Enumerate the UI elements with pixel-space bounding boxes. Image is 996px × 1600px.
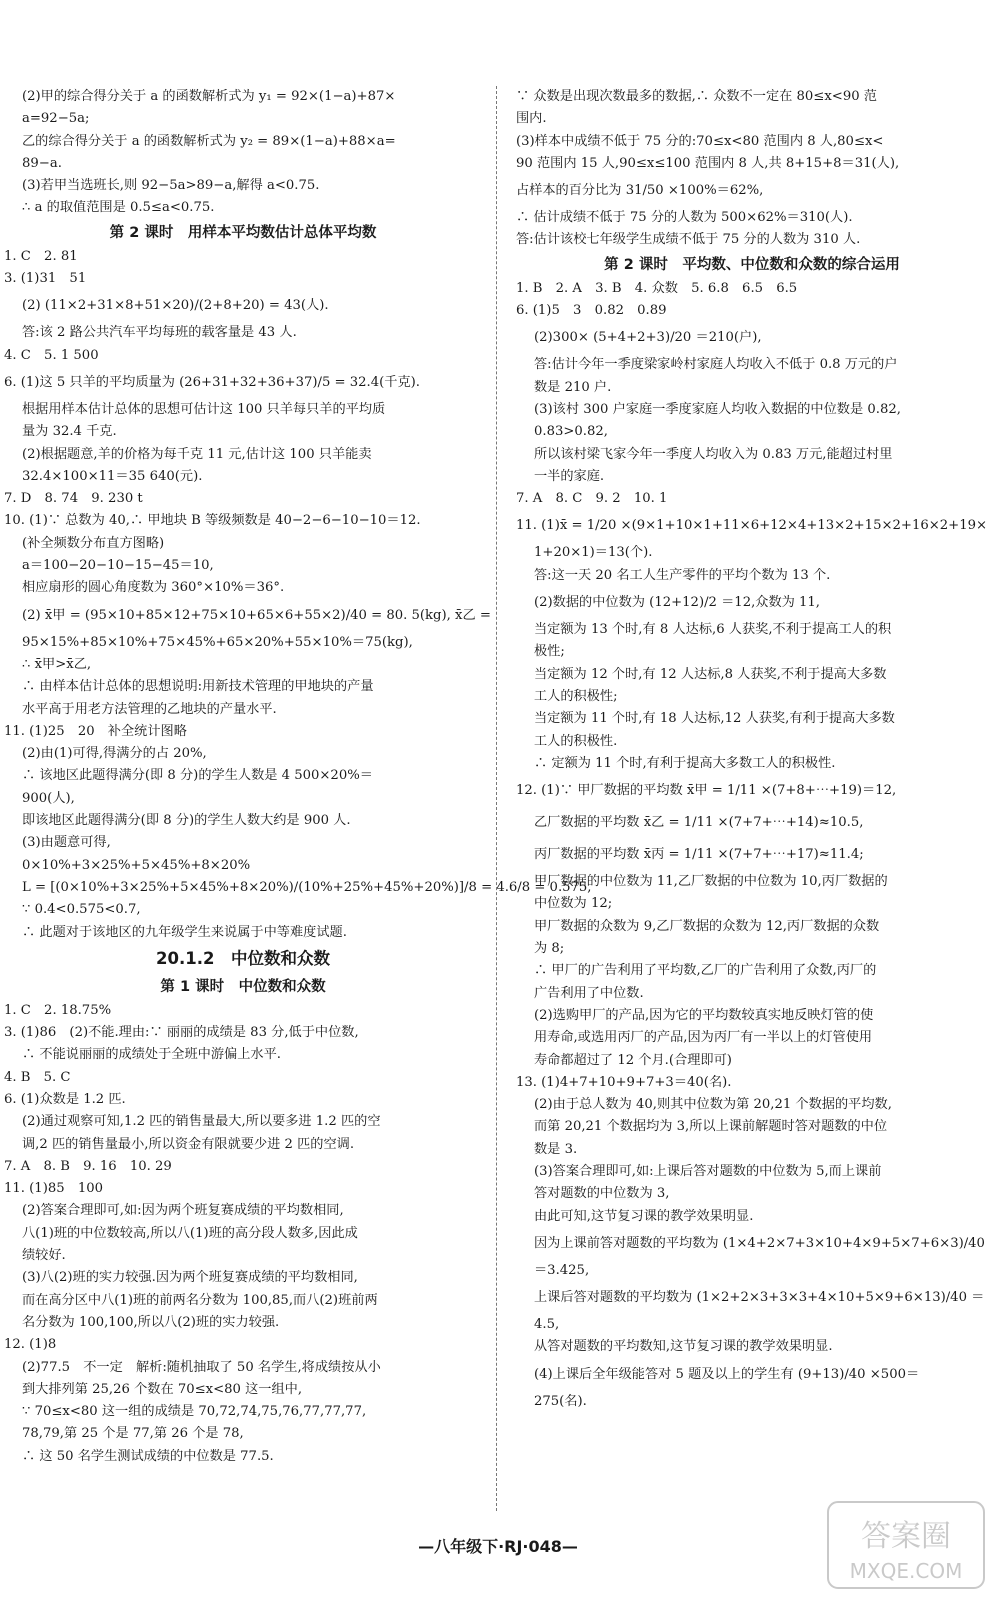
answer-line: (3)该村 300 户家庭一季度家庭人均收入数据的中位数是 0.82,	[534, 401, 901, 417]
answer-line: 一半的家庭.	[534, 468, 605, 484]
answer-line: 3. (1)31 51	[4, 271, 87, 287]
answer-line: 水平高于用老方法管理的乙地块的产量水平.	[22, 701, 277, 717]
answer-line: (3)由题意可得,	[22, 835, 111, 851]
answer-line: (2)选购甲厂的产品,因为它的平均数较真实地反映灯管的使	[534, 1007, 874, 1023]
answer-line: 13. (1)4+7+10+9+7+3＝40(名).	[516, 1074, 732, 1090]
answer-line: ∴ 此题对于该地区的九年级学生来说属于中等难度试题.	[22, 924, 347, 940]
answer-line: (3)样本中成绩不低于 75 分的:70≤x<80 范围内 8 人,80≤x<	[516, 133, 884, 149]
answer-line: (2)300× (5+4+2+3)/20 ＝210(户),	[534, 330, 762, 346]
answer-line: 6. (1)这 5 只羊的平均质量为 (26+31+32+36+37)/5 = 32.4(千克).	[4, 374, 420, 390]
answer-line: 答对题数的中位数为 3,	[534, 1186, 670, 1202]
answer-line: 当定额为 13 个时,有 8 人达标,6 人获奖,不利于提高工人的积	[534, 622, 892, 638]
answer-line: 答:这一天 20 名工人生产零件的平均个数为 13 个.	[534, 567, 831, 583]
answer-line: 答:估计该校七年级学生成绩不低于 75 分的人数为 310 人.	[516, 232, 861, 248]
answer-line: 量为 32.4 千克.	[22, 424, 117, 440]
answer-line: a＝100−20−10−15−45＝10,	[22, 558, 214, 574]
answer-line: 为 8;	[534, 941, 565, 957]
answer-line: 6. (1)5 3 0.82 0.89	[516, 303, 667, 319]
answer-line: 1. B 2. A 3. B 4. 众数 5. 6.8 6.5 6.5	[516, 280, 798, 296]
watermark-top-text: 答案圈	[861, 1519, 951, 1554]
answer-line: L = [(0×10%+3×25%+5×45%+8×20%)/(10%+25%+45%+20%)]/8 = 4.6/8 = 0.575,	[22, 879, 592, 895]
answer-line: 0.83>0.82,	[534, 424, 608, 440]
answer-line: 7. A 8. B 9. 16 10. 29	[4, 1158, 172, 1174]
answer-line: 名分数为 100,100,所以八(2)班的实力较强.	[22, 1314, 280, 1330]
answer-line: 32.4×100×11＝35 640(元).	[22, 468, 203, 484]
answer-line: 4.5,	[534, 1317, 560, 1333]
answer-line: (2)由于总人数为 40,则其中位数为第 20,21 个数据的平均数,	[534, 1097, 892, 1113]
answer-line: 12. (1)8	[4, 1337, 57, 1353]
answer-line: (2)77.5 不一定 解析:随机抽取了 50 名学生,将成绩按从小	[22, 1359, 381, 1375]
answer-line: 1. C 2. 81	[4, 248, 78, 264]
answer-line: 11. (1)25 20 补全统计图略	[4, 723, 187, 739]
answer-line: 乙的综合得分关于 a 的函数解析式为 y₂ = 89×(1−a)+88×a=	[22, 133, 396, 149]
answer-line: 甲厂数据的中位数为 11,乙厂数据的中位数为 10,丙厂数据的	[534, 874, 888, 890]
section-heading: 第 1 课时 中位数和众数	[160, 978, 326, 995]
answer-line: ∴ 估计成绩不低于 75 分的人数为 500×62%＝310(人).	[516, 210, 853, 226]
answer-line: 数是 210 户.	[534, 379, 612, 395]
watermark-icon	[826, 1500, 986, 1590]
answer-line: 900(人),	[22, 790, 75, 806]
answer-line: 工人的积极性;	[534, 688, 618, 704]
page-footer: —八年级下·RJ·048—	[418, 1537, 578, 1556]
answer-line: ∴ 该地区此题得满分(即 8 分)的学生人数是 4 500×20%＝	[22, 768, 373, 784]
answer-line: 275(名).	[534, 1393, 587, 1409]
answer-line: ∴ a 的取值范围是 0.5≤a<0.75.	[22, 200, 215, 216]
answer-line: 绩较好.	[22, 1248, 66, 1264]
answer-line: (3)若甲当选班长,则 92−5a>89−a,解得 a<0.75.	[22, 178, 320, 194]
answer-line: 90 范围内 15 人,90≤x≤100 范围内 8 人,共 8+15+8＝31(人),	[516, 155, 900, 171]
answer-line: 数是 3.	[534, 1141, 578, 1157]
answer-line: 7. A 8. C 9. 2 10. 1	[516, 491, 668, 507]
answer-line: (2) x̄甲 = (95×10+85×12+75×10+65×6+55×2)/40 = 80. 5(kg), x̄乙 =	[22, 607, 491, 623]
answer-line: 12. (1)∵ 甲厂数据的平均数 x̄甲 = 1/11 ×(7+8+⋯+19)＝12,	[516, 783, 897, 799]
answer-line: ∴ x̄甲>x̄乙,	[22, 656, 92, 672]
answer-line: 八(1)班的中位数较高,所以八(1)班的高分段人数多,因此成	[22, 1225, 358, 1241]
answer-line: (2)甲的综合得分关于 a 的函数解析式为 y₁ = 92×(1−a)+87×	[22, 89, 396, 104]
answer-line: 10. (1)∵ 总数为 40,∴ 甲地块 B 等级频数是 40−2−6−10−10＝12.	[4, 513, 421, 529]
answer-line: 7. D 8. 74 9. 230 t	[4, 491, 143, 507]
answer-line: 丙厂数据的平均数 x̄丙 = 1/11 ×(7+7+⋯+17)≈11.4;	[534, 847, 864, 863]
answer-line: (补全频数分布直方图略)	[22, 535, 165, 551]
answer-line: 而在高分区中八(1)班的前两名分数为 100,85,而八(2)班前两	[22, 1292, 378, 1308]
watermark-logo	[826, 1500, 986, 1590]
answer-line: 用寿命,或选用丙厂的产品,因为丙厂有一半以上的灯管使用	[534, 1030, 873, 1046]
answer-line: 因为上课前答对题数的平均数为 (1×4+2×7+3×10+4×9+5×7+6×3)/40	[534, 1235, 985, 1251]
answer-line: ＝3.425,	[534, 1262, 590, 1278]
answer-line: 围内.	[516, 111, 547, 127]
section-heading: 第 2 课时 平均数、中位数和众数的综合运用	[604, 256, 900, 273]
answer-line: 工人的积极性.	[534, 733, 618, 749]
answer-line: 95×15%+85×10%+75×45%+65×20%+55×10%＝75(kg),	[22, 634, 413, 650]
answer-line: 1+20×1)＝13(个).	[534, 545, 653, 561]
answer-line: 当定额为 11 个时,有 18 人达标,12 人获奖,有利于提高大多数	[534, 711, 895, 727]
answer-line: ∴ 由样本估计总体的思想说明:用新技术管理的甲地块的产量	[22, 679, 374, 695]
answer-line: (3)答案合理即可,如:上课后答对题数的中位数为 5,而上课前	[534, 1163, 882, 1179]
answer-line: a=92−5a;	[22, 111, 90, 127]
answer-line: ∵ 众数是出现次数最多的数据,∴ 众数不一定在 80≤x<90 范	[516, 89, 877, 104]
answer-line: 6. (1)众数是 1.2 匹.	[4, 1091, 126, 1107]
answer-line: 即该地区此题得满分(即 8 分)的学生人数大约是 900 人.	[22, 813, 351, 829]
answer-line: 调,2 匹的销售量最小,所以资金有限就要少进 2 匹的空调.	[22, 1136, 355, 1152]
answer-line: 寿命都超过了 12 个月.(合理即可)	[534, 1052, 732, 1068]
answer-line: 当定额为 12 个时,有 12 人达标,8 人获奖,不利于提高大多数	[534, 666, 887, 682]
answer-line: 从答对题数的平均数知,这节复习课的教学效果明显.	[534, 1339, 833, 1355]
answer-line: 而第 20,21 个数据均为 3,所以上课前解题时答对题数的中位	[534, 1119, 888, 1135]
answer-line: 所以该村梁飞家今年一季度人均收入为 0.83 万元,能超过村里	[534, 446, 893, 462]
answer-line: 相应扇形的圆心角度数为 360°×10%＝36°.	[22, 580, 285, 596]
answer-line: 答:估计今年一季度梁家岭村家庭人均收入不低于 0.8 万元的户	[534, 357, 898, 373]
answer-line: (2)根据题意,羊的价格为每千克 11 元,估计这 100 只羊能卖	[22, 446, 372, 462]
answer-line: 由此可知,这节复习课的教学效果明显.	[534, 1208, 754, 1224]
section-heading: 20.1.2 中位数和众数	[156, 948, 330, 968]
answer-line: ∴ 甲厂的广告利用了平均数,乙厂的广告利用了众数,丙厂的	[534, 963, 877, 979]
answer-line: ∵ 70≤x<80 这一组的成绩是 70,72,74,75,76,77,77,77,	[22, 1404, 367, 1420]
answer-line: 广告利用了中位数.	[534, 985, 644, 1001]
answer-line: 根据用样本估计总体的思想可估计这 100 只羊每只羊的平均质	[22, 401, 386, 417]
answer-line: (2)答案合理即可,如:因为两个班复赛成绩的平均数相同,	[22, 1203, 344, 1219]
answer-line: 答:该 2 路公共汽车平均每班的载客量是 43 人.	[22, 325, 297, 341]
answer-line: 1. C 2. 18.75%	[4, 1002, 112, 1018]
answer-line: 0×10%+3×25%+5×45%+8×20%	[22, 857, 251, 873]
answer-line: 11. (1)85 100	[4, 1181, 103, 1197]
answer-line: 89−a.	[22, 155, 62, 171]
column-divider	[496, 86, 497, 1511]
answer-line: 4. B 5. C	[4, 1069, 71, 1085]
answer-line: (4)上课后全年级能答对 5 题及以上的学生有 (9+13)/40 ×500＝	[534, 1366, 920, 1382]
answer-line: (2) (11×2+31×8+51×20)/(2+8+20) = 43(人).	[22, 298, 329, 314]
answer-line: (2)由(1)可得,得满分的占 20%,	[22, 746, 207, 762]
answer-line: (2)数据的中位数为 (12+12)/2 ＝12,众数为 11,	[534, 595, 820, 611]
watermark-bottom-text: MXQE.COM	[849, 1559, 963, 1583]
answer-line: 占样本的百分比为 31/50 ×100%＝62%,	[516, 183, 764, 199]
answer-line: 甲厂数据的众数为 9,乙厂数据的众数为 12,丙厂数据的众数	[534, 918, 880, 934]
answer-line: 4. C 5. 1 500	[4, 347, 99, 363]
answer-line: 3. (1)86 (2)不能.理由:∵ 丽丽的成绩是 83 分,低于中位数,	[4, 1025, 359, 1041]
answer-line: 到大排列第 25,26 个数在 70≤x<80 这一组中,	[22, 1381, 303, 1397]
answer-line: ∴ 定额为 11 个时,有利于提高大多数工人的积极性.	[534, 755, 836, 771]
answer-line: 乙厂数据的平均数 x̄乙 = 1/11 ×(7+7+⋯+14)≈10.5,	[534, 815, 864, 831]
section-heading: 第 2 课时 用样本平均数估计总体平均数	[109, 224, 377, 241]
answer-line: (2)通过观察可知,1.2 匹的销售量最大,所以要多进 1.2 匹的空	[22, 1114, 381, 1130]
answer-line: 上课后答对题数的平均数为 (1×2+2×3+3×3+4×10+5×9+6×13)/40 ＝	[534, 1290, 985, 1306]
answer-line: ∵ 0.4<0.575<0.7,	[22, 902, 141, 918]
answer-line: 极性;	[534, 644, 565, 660]
answer-line: 中位数为 12;	[534, 896, 613, 912]
right-column	[516, 86, 988, 1413]
answer-line: (3)八(2)班的实力较强.因为两个班复赛成绩的平均数相同,	[22, 1270, 358, 1286]
answer-line: 78,79,第 25 个是 77,第 26 个是 78,	[22, 1426, 244, 1442]
answer-line: 11. (1)x̄ = 1/20 ×(9×1+10×1+11×6+12×4+13×2+15×2+16×2+19×	[516, 518, 988, 534]
answer-line: ∴ 不能说丽丽的成绩处于全班中游偏上水平.	[22, 1047, 281, 1063]
answer-line: ∴ 这 50 名学生测试成绩的中位数是 77.5.	[22, 1448, 274, 1464]
